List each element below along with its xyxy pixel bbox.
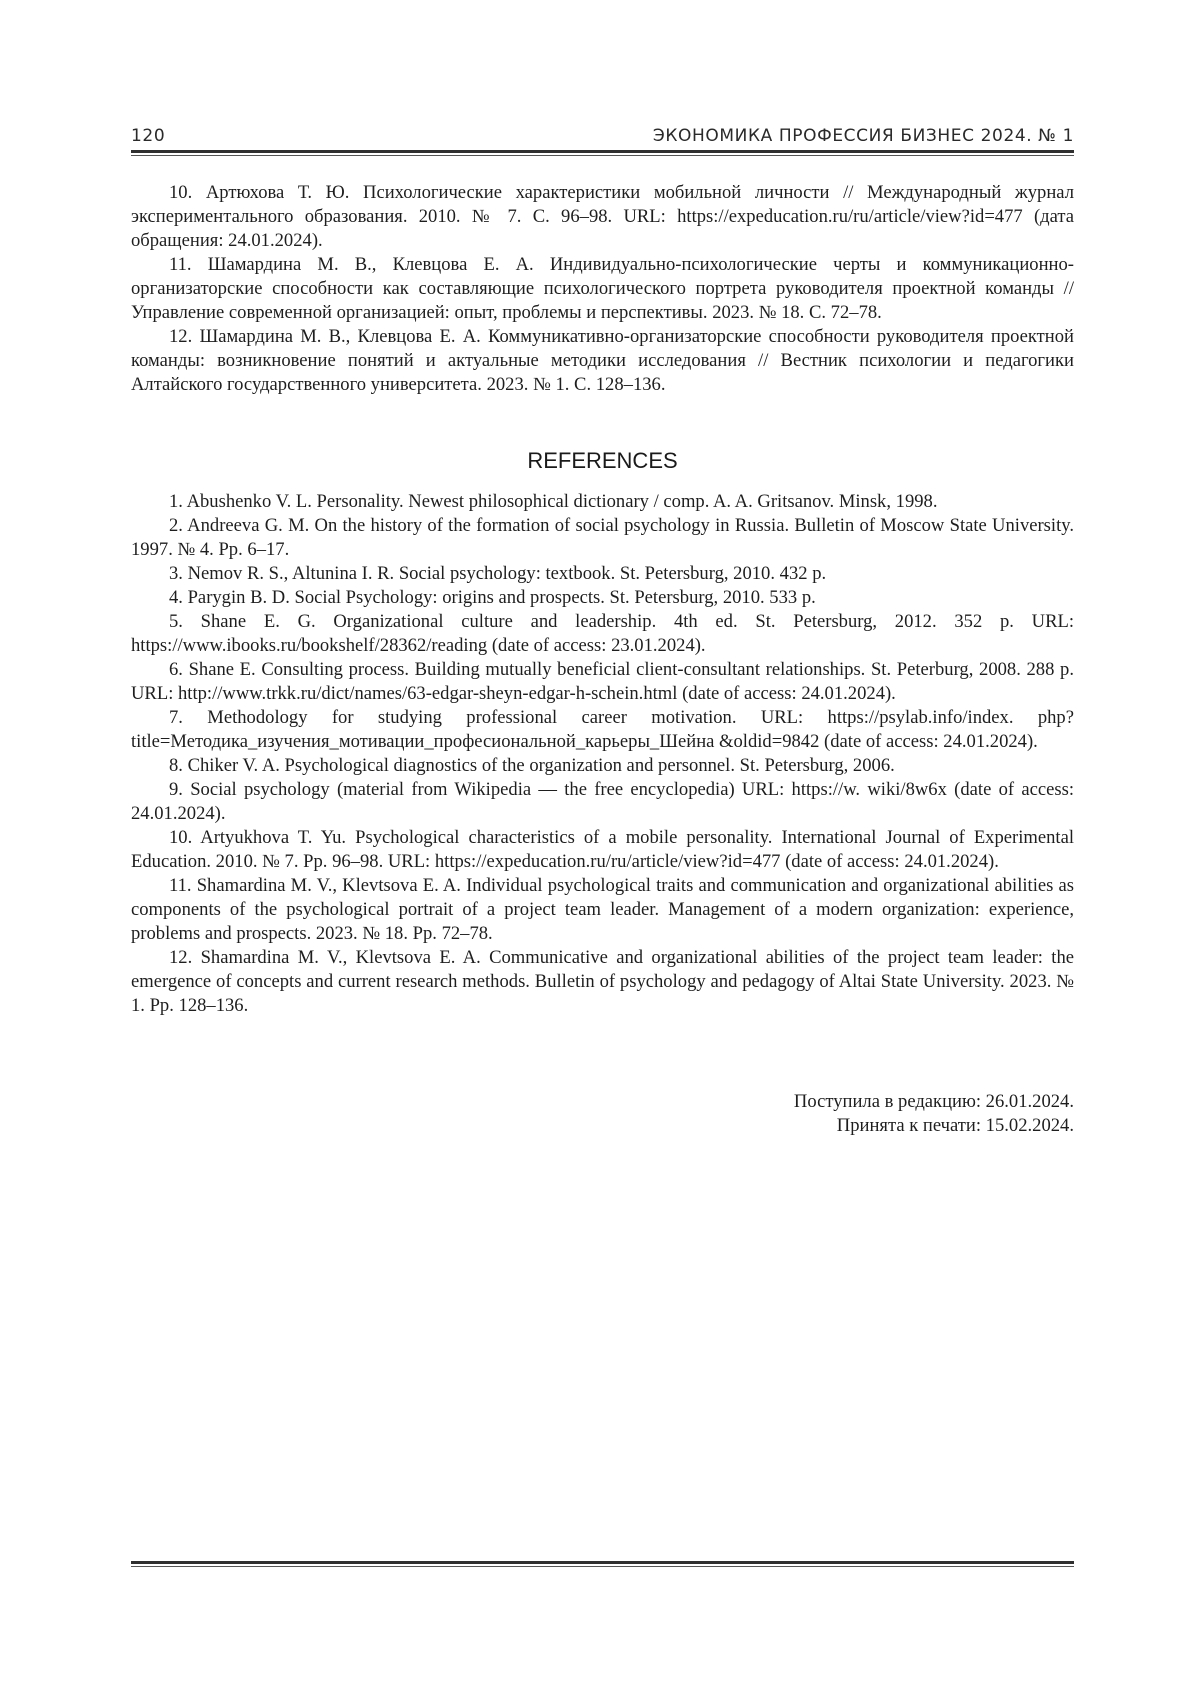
header-rule	[131, 150, 1074, 153]
reference-item: 12. Шамардина М. В., Клевцова Е. А. Коммуникативно-организаторские способности руководителя проектной команды: возникновение понятий и актуальные методики исследования // Вестник психологии и педагогики Алтайского государственного университета. 2023. № 1. С. 128–136.	[131, 325, 1074, 397]
references-heading: REFERENCES	[131, 447, 1074, 475]
journal-page	[0, 0, 1200, 1697]
russian-reference-list	[131, 181, 1074, 397]
reference-item: 9. Social psychology (material from Wikipedia — the free encyclopedia) URL: https://w. wiki/8w6x (date of access: 24.01.2024).	[131, 778, 1074, 826]
reference-item: 10. Артюхова Т. Ю. Психологические характеристики мобильной личности // Международный журнал экспериментального образования. 2010. № 7. С. 96–98. URL: https://expeducation.ru/ru/article/view?id=477 (дата обращения: 24.01.2024).	[131, 181, 1074, 253]
reference-item: 1. Abushenko V. L. Personality. Newest philosophical dictionary / comp. A. A. Gritsanov. Minsk, 1998.	[131, 490, 1074, 514]
running-header	[131, 124, 1074, 148]
page-number: 120	[131, 126, 165, 146]
reference-item: 4. Parygin B. D. Social Psychology: origins and prospects. St. Petersburg, 2010. 533 p.	[131, 586, 1074, 610]
accepted-date: Принята к печати: 15.02.2024.	[131, 1114, 1074, 1138]
footer-rule-thin	[131, 1566, 1074, 1567]
article-dates	[131, 1090, 1074, 1138]
reference-item: 12. Shamardina M. V., Klevtsova E. A. Communicative and organizational abilities of the project team leader: the emergence of concepts and current research methods. Bulletin of psychology and pedagogy of Altai State University. 2023. № 1. Pp. 128–136.	[131, 946, 1074, 1018]
reference-item: 5. Shane E. G. Organizational culture and leadership. 4th ed. St. Petersburg, 2012. 352 p. URL: https://www.ibooks.ru/bookshelf/28362/reading (date of access: 23.01.2024).	[131, 610, 1074, 658]
reference-item: 2. Andreeva G. M. On the history of the formation of social psychology in Russia. Bulletin of Moscow State University. 1997. № 4. Pp. 6–17.	[131, 514, 1074, 562]
footer-rule	[131, 1561, 1074, 1564]
reference-item: 11. Shamardina M. V., Klevtsova E. A. Individual psychological traits and communication and organizational abilities as components of the psychological portrait of a project team leader. Management of a modern organization: experience, problems and prospects. 2023. № 18. Pp. 72–78.	[131, 874, 1074, 946]
reference-item: 10. Artyukhova T. Yu. Psychological characteristics of a mobile personality. International Journal of Experimental Education. 2010. № 7. Pp. 96–98. URL: https://expeducation.ru/ru/article/view?id=477 (date of access: 24.01.2024).	[131, 826, 1074, 874]
reference-item: 6. Shane E. Consulting process. Building mutually beneficial client-consultant relationships. St. Peterburg, 2008. 288 p. URL: http://www.trkk.ru/dict/names/63-edgar-sheyn-edgar-h-schein.html (date of access: 24.01.2024).	[131, 658, 1074, 706]
reference-item: 11. Шамардина М. В., Клевцова Е. А. Индивидуально-психологические черты и коммуникационно-организаторские способности как составляющие психологического портрета руководителя проектной команды // Управление современной организацией: опыт, проблемы и перспективы. 2023. № 18. С. 72–78.	[131, 253, 1074, 325]
english-reference-list	[131, 490, 1074, 1018]
journal-title: ЭКОНОМИКА ПРОФЕССИЯ БИЗНЕС 2024. № 1	[653, 126, 1074, 146]
reference-item: 3. Nemov R. S., Altunina I. R. Social psychology: textbook. St. Petersburg, 2010. 432 p.	[131, 562, 1074, 586]
header-rule-thin	[131, 155, 1074, 156]
received-date: Поступила в редакцию: 26.01.2024.	[131, 1090, 1074, 1114]
reference-item: 7. Methodology for studying professional career motivation. URL: https://psylab.info/index. php?title=Методика_изучения_мотивации_професиональной_карьеры_Шейна &oldid=9842 (date of access: 24.01.2024).	[131, 706, 1074, 754]
reference-item: 8. Chiker V. A. Psychological diagnostics of the organization and personnel. St. Petersburg, 2006.	[131, 754, 1074, 778]
